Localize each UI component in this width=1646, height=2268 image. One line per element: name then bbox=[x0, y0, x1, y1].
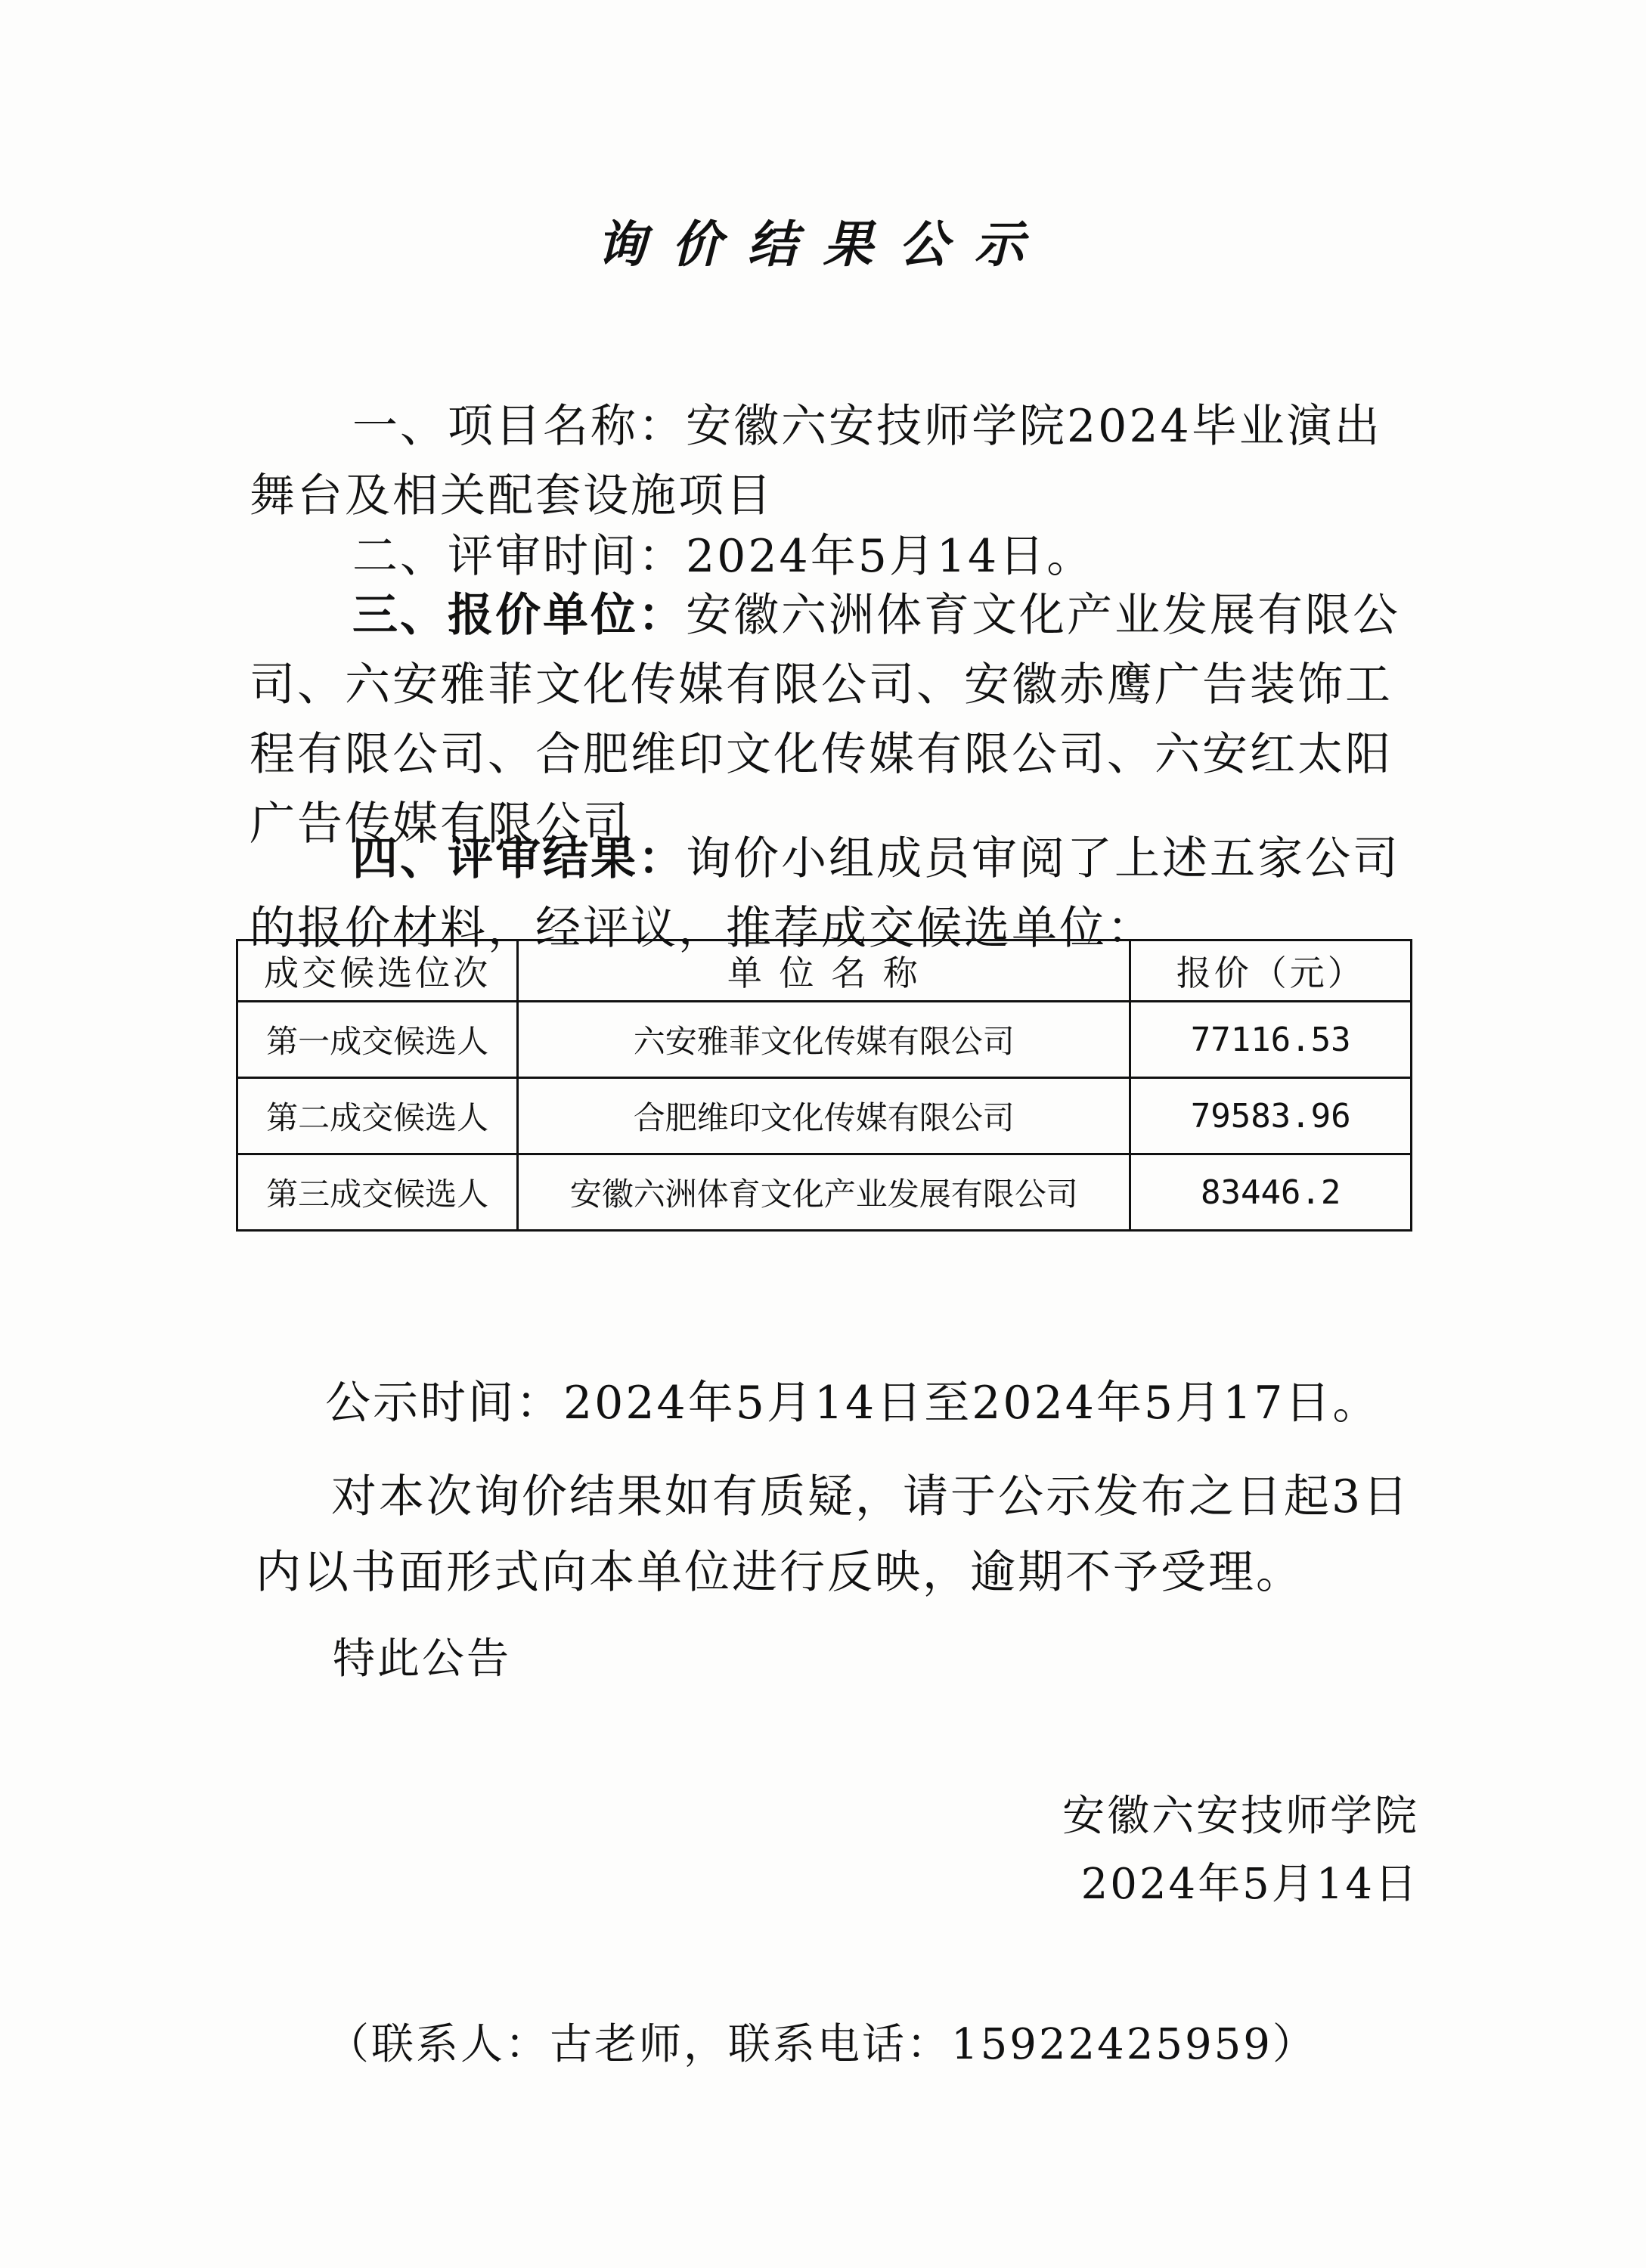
review-result-label: 四、评审结果： bbox=[352, 832, 686, 885]
project-name-paragraph bbox=[250, 392, 1418, 531]
header-rank: 成交候选位次 bbox=[237, 940, 518, 1002]
cell-price: 79583.96 bbox=[1130, 1078, 1412, 1154]
header-price: 报价（元） bbox=[1130, 940, 1412, 1002]
issue-date: 2024年5月14日 bbox=[1080, 1860, 1419, 1909]
project-label: 一、项目名称： bbox=[352, 400, 686, 453]
cell-price: 83446.2 bbox=[1130, 1154, 1412, 1231]
table-header-row bbox=[237, 940, 1412, 1002]
review-time-text: 2024年5月14日。 bbox=[686, 530, 1095, 583]
cell-company: 安徽六洲体育文化产业发展有限公司 bbox=[518, 1154, 1130, 1231]
cell-company: 合肥维印文化传媒有限公司 bbox=[518, 1078, 1130, 1154]
cell-company: 六安雅菲文化传媒有限公司 bbox=[518, 1002, 1130, 1078]
bidders-paragraph bbox=[250, 581, 1418, 859]
objection-note bbox=[256, 1459, 1420, 1610]
publicity-period: 公示时间：2024年5月14日至2024年5月17日。 bbox=[325, 1377, 1381, 1430]
bidders-text: 安徽六洲体育文化产业发展有限公司、六安雅菲文化传媒有限公司、安徽赤鹰广告装饰工程有限公司、合肥维印文化传媒有限公司、六安红太阳广告传媒有限公司 bbox=[250, 589, 1400, 850]
objection-note-text: 对本次询价结果如有质疑，请于公示发布之日起3日内以书面形式向本单位进行反映，逾期不予受理。 bbox=[256, 1470, 1411, 1599]
bidders-label: 三、报价单位： bbox=[352, 589, 686, 642]
table-row bbox=[237, 1002, 1412, 1078]
cell-rank: 第三成交候选人 bbox=[237, 1154, 518, 1231]
closing-remark: 特此公告 bbox=[333, 1634, 511, 1684]
cell-price: 77116.53 bbox=[1130, 1002, 1412, 1078]
issuer-name: 安徽六安技师学院 bbox=[1062, 1792, 1419, 1841]
contact-info: （联系人：古老师，联系电话：15922425959） bbox=[327, 2020, 1317, 2069]
table-row bbox=[237, 1154, 1412, 1231]
candidate-table bbox=[236, 939, 1412, 1232]
table-row bbox=[237, 1078, 1412, 1154]
review-result-text: 询价小组成员审阅了上述五家公司的报价材料，经评议，推荐成交候选单位： bbox=[250, 832, 1400, 955]
page-title: 询价结果公示 bbox=[596, 215, 1050, 274]
header-company: 单 位 名 称 bbox=[518, 940, 1130, 1002]
cell-rank: 第二成交候选人 bbox=[237, 1078, 518, 1154]
review-time-label: 二、评审时间： bbox=[352, 530, 686, 583]
project-text: 安徽六安技师学院2024毕业演出舞台及相关配套设施项目 bbox=[250, 400, 1382, 522]
cell-rank: 第一成交候选人 bbox=[237, 1002, 518, 1078]
